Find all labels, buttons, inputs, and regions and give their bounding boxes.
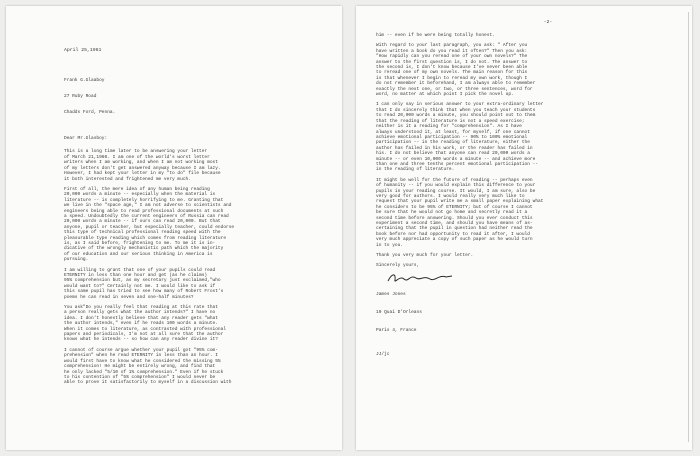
salutation: Dear Mr.Glasboy: [64, 136, 108, 142]
text-line: author has failed in his work, or the reader has failed in [376, 145, 533, 151]
text-line: in to you. [376, 242, 404, 248]
text-line: 20,000 words a minute -- especially when the material is [64, 192, 216, 198]
text-line: have written a book do you read it often?" Then you ask: [376, 48, 528, 54]
text-line: a speed. Undoubtedly the current engineers of Russia can read [64, 213, 229, 219]
address-line: 27 Ruby Road [64, 94, 97, 100]
text-line: very much appreciate a copy of such paper as he would turn [376, 237, 533, 243]
letter-page-1 [6, 6, 342, 450]
text-line: second time before answering. Should you ever conduct this [376, 215, 533, 221]
signer-name: James Jones [376, 292, 406, 298]
letter-body-page-1 [64, 149, 326, 385]
text-line: always understood it, at least, for myself, if one cannot [376, 129, 530, 135]
text-line: participation -- in the reading of literature, either the [376, 140, 530, 146]
letter-paragraph [64, 268, 326, 300]
text-line: experiment a second time, and should you have means of as- [376, 221, 533, 226]
text-line: poems he can read in seven and one-half minutes? [64, 294, 194, 300]
text-line: "How rapidly can you reread one of your own novels?" The [376, 54, 528, 60]
text-line: When it comes to literature, as contrasted with professional [64, 326, 227, 332]
text-line: in the reading of literature. [376, 167, 455, 173]
text-line: be sure that he would not go home and secretly read it a [376, 210, 528, 216]
text-line: pupils in your reading course. It would, I am sure, also be [376, 188, 536, 194]
text-line: comprehension! He might be entirely wrong, and find that [64, 364, 216, 370]
text-line: this type of technical professional reading speed with the [64, 230, 221, 236]
letter-date: April 25,1961 [64, 48, 102, 53]
letter-paragraph [64, 149, 326, 181]
handwritten-signature [386, 271, 456, 285]
text-line: would first have to know what he considered the missing 5% [64, 358, 221, 364]
letter-paragraph [376, 43, 680, 97]
text-line: First of all, the mere idea of any human being reading [64, 186, 210, 192]
signer-address-line: Paris 4, France [376, 328, 417, 334]
signer-address-line: 10 Quai D'Orleans [376, 310, 422, 316]
text-line: certaining that the pupil in question had neither read the [376, 226, 533, 232]
text-line: very good for authors. I would really very much like to [376, 193, 525, 199]
closing: Sincerely yours, [376, 263, 420, 269]
text-line: of my letters don't get answered anyway because I am lazy. [64, 165, 221, 171]
text-line: a person really gets what the author intends?" I have no [64, 310, 216, 316]
text-line: pursuing. [64, 257, 89, 263]
letter-paragraph [376, 33, 680, 38]
text-line: he considers to be 95% of ETERNITY; but of course I cannot [376, 204, 533, 210]
letter-paragraph [64, 348, 326, 386]
text-line: anyone, pupil or teacher, but especially teacher, could endorse [64, 224, 235, 230]
text-line: to reread one of my own novels. The main reason for this [376, 70, 528, 76]
text-line: With regard to your last paragraph, you ask: " After you [376, 43, 528, 49]
text-line: request that your pupil write me a small paper explaining what [376, 199, 544, 205]
text-line: is, as I said before, frightening to me. To me it is in- [64, 240, 216, 246]
letter-paragraph [376, 253, 680, 258]
text-line: of our education and our serious thinking in America is [64, 251, 213, 257]
text-line: the second is, I don't know because I've never been able [376, 65, 528, 71]
text-line: I can only say in serious answer to your extra-ordinary letter [376, 102, 544, 108]
recipient-address [64, 67, 326, 126]
text-line: to his contention of "5% comprehension" I would never be [64, 374, 216, 380]
text-line: writers when I am working, and when I am not working most [64, 160, 218, 166]
text-line: he only lacked "5/10 of 1% comprehension." Even if he stuck [64, 369, 224, 375]
text-line: Thank you very much for your letter. [376, 253, 474, 259]
text-line: neither is it a reading for "comprehension". As I have [376, 124, 522, 130]
text-line: is that whenever I begin to reread my own work, though I [376, 75, 528, 81]
text-line: we live in the "space age," I am not adverse to scientists and [64, 203, 232, 209]
text-line: pleasurable type reading which comes from reading literature [64, 235, 227, 241]
text-line: than one and three tenths percent emotional participation -- [376, 161, 539, 167]
letter-paragraph [64, 305, 326, 343]
text-line: I am willing to grant that one of your pupils could read [64, 267, 216, 273]
text-line: able to prove it satisfactorily to myself in a discussion with [64, 380, 232, 386]
text-line: the author intends," even if he reads 100 words a minute. [64, 321, 218, 327]
text-line: prehension" when he read ETERNITY in less than an hour. I [64, 353, 218, 359]
page-number: -2- [543, 20, 553, 25]
text-line: You ask"Do you really feel that reading at this rate that [64, 305, 218, 311]
text-line: word, no matter at which point I pick the novel up. [376, 92, 514, 98]
text-line: that I do sincerely think that when you teach your students [376, 107, 536, 113]
text-line: to read 20,000 words a minute, you should point out to them [376, 113, 536, 119]
text-line: 20,000 words a minute -- if ours can read 20,000. But that [64, 219, 221, 225]
text-line: 95% comprehension but, as my secretary just exclaimed,"who [64, 278, 221, 284]
text-line: achieve emotional participation -- 90% to 100% emotional [376, 134, 528, 140]
text-line: knows what he intends -- so how can any reader divine it? [64, 337, 218, 343]
text-line: It might be well for the future of reading -- perhaps even [376, 177, 533, 183]
text-line: do not remember it beforehand, I am always able to remember [376, 81, 536, 87]
text-line: it both interested and frightened me very much. [64, 176, 191, 182]
text-line: book before nor had opportunity to read it after, I would [376, 231, 530, 237]
scan-edge [688, 12, 695, 442]
letter-page-2 [356, 6, 692, 450]
signer-address [376, 298, 680, 346]
text-line: would want to?" Certainly not me. I would like to ask if [64, 283, 216, 289]
text-line: answer to the first question is, I do not. The answer to [376, 59, 528, 65]
letter-paragraph [376, 102, 680, 172]
typist-initials: JJ/jc [376, 352, 390, 358]
text-line: of humanity -- if you would explain this difference to your [376, 183, 536, 189]
address-line: Frank G.Glaaboy [64, 77, 105, 83]
letter-paragraph [64, 187, 326, 263]
text-line: him -- even if he were being totally honest. [376, 33, 495, 38]
text-line: this same pupil has tried to see how many of Robert Frost's [64, 289, 224, 295]
text-line: idea. I don't honestly believe that any reader gets "what [64, 315, 218, 321]
text-line: of March 21,1960. I am one of the world's worst letter [64, 154, 210, 160]
address-line: Chadds Ford, Penna. [64, 110, 116, 116]
text-line: engineers being able to read professional documents at such [64, 208, 224, 214]
letter-paragraph [376, 178, 680, 248]
text-line: minute -- or even 10,000 words a minute -- and achieve more [376, 156, 536, 162]
text-line: that the reading of literature is not a speed exercise; [376, 118, 525, 124]
text-line: However, I had kept your letter in my "to do" file because [64, 171, 221, 177]
text-line: ETERNITY in less than one hour and get (as he claims) [64, 273, 208, 278]
text-line: his. I do not believe that anyone can read 20,000 words a [376, 151, 530, 157]
letter-body-page-2 [376, 33, 680, 258]
text-line: exactly the next one, or two, or three sentences, word for [376, 86, 533, 92]
text-line: I cannot of course argue whether your pupil got "95% com- [64, 347, 218, 353]
text-line: dicative of the wrongly mechanistic path which the majority [64, 246, 224, 252]
text-line: This is a long time later to be answering your letter [64, 149, 208, 155]
text-line: literature -- is completely horrifying to me. Granting that [64, 197, 224, 203]
text-line: papers and periodicals, I'm not at all sure that the author [64, 332, 224, 338]
